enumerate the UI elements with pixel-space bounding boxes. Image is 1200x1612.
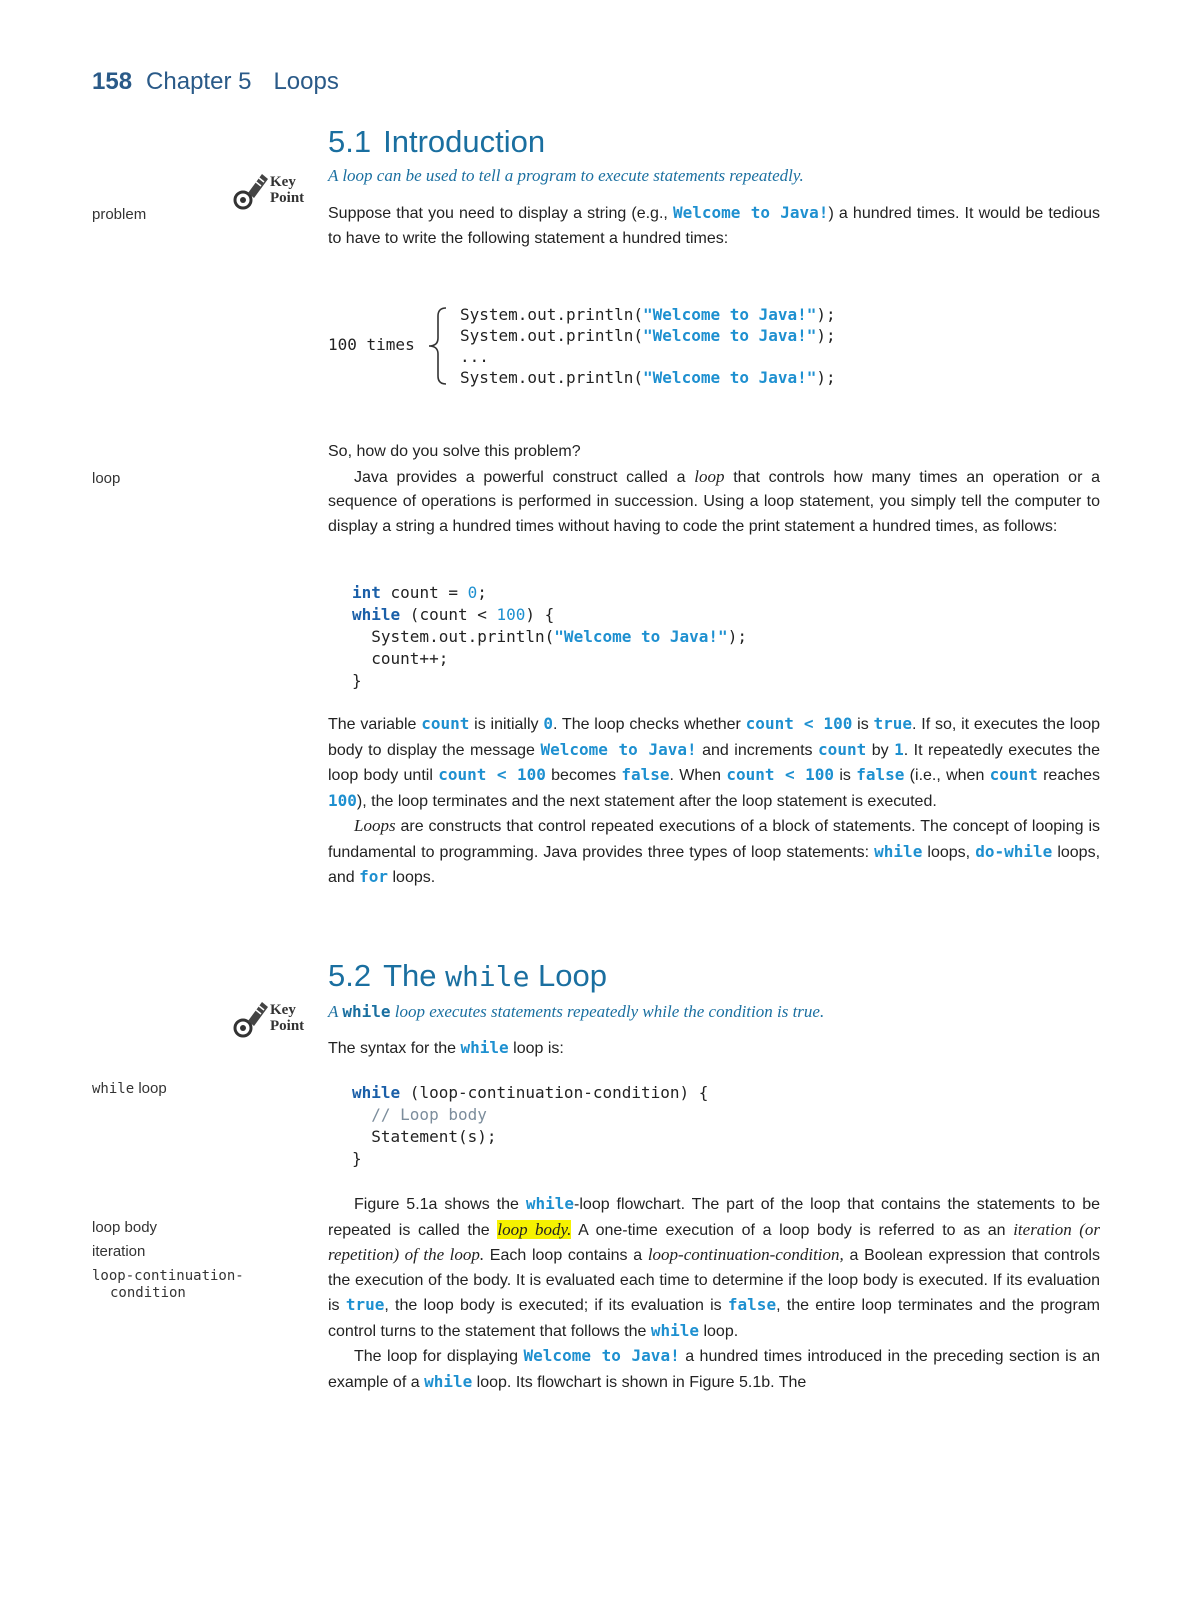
- chapter-label: Chapter 5: [146, 68, 252, 95]
- running-header: [92, 68, 339, 96]
- margin-note-loop: loop: [92, 470, 121, 487]
- times-label: 100 times: [328, 335, 415, 354]
- flowchart-paragraph: Figure 5.1a shows the while-loop flowchart. The part of the loop that contains the statements to be repeated is called the loop body. A one-time execution of a loop body is referred to as an iteration (or repetition) of the loop. Each loop contains a loop-continuation-condition, a Boolean expression that controls the execution of the body. It is evaluated each time to determine if the loop body is executed. If its evaluation is true, the loop body is executed; if its evaluation is false, the entire loop terminates and the program control turns to the statement that follows the while loop. The loop for displaying Welcome to Java! a hundred times introduced in the preceding section is an example of a while loop. Its flowchart is shown in Figure 5.1b. The: [328, 1194, 1101, 1391]
- margin-note-loop-body: loop body: [92, 1219, 158, 1236]
- section-heading-5-1: 5.1 Introduction: [328, 124, 546, 159]
- margin-note-iteration: iteration: [92, 1243, 146, 1260]
- curly-brace-icon: [426, 306, 450, 386]
- key-point-icon: Key Point: [232, 996, 312, 1046]
- syntax-intro: The syntax for the while loop is:: [328, 1038, 564, 1057]
- intro-paragraph: Suppose that you need to display a string (e.g., Welcome to Java!) a hundred times. It would be tedious to have to write the following statement a hundred times:: [328, 203, 1101, 247]
- page-number: 158: [92, 68, 133, 95]
- key-point-text-while: A while loop executes statements repeatedly while the condition is true.: [328, 1002, 825, 1021]
- key-point-icon: Key Point: [232, 168, 312, 218]
- key-point-text: A loop can be used to tell a program to execute statements repeatedly.: [328, 166, 804, 185]
- margin-note-loop-continuation-condition: loop-continuation- condition: [92, 1268, 244, 1301]
- while-syntax-code: while (loop-continuation-condition) { // Loop body Statement(s); }: [352, 1083, 709, 1168]
- repeated-statements: System.out.println("Welcome to Java!"); System.out.println("Welcome to Java!"); ... System.out.println("Welcome to Java!");: [460, 305, 836, 387]
- margin-note-while-loop: while loop: [92, 1080, 167, 1097]
- section-heading-5-2: 5.2 The while Loop: [328, 958, 608, 993]
- variable-count-paragraph: The variable count is initially 0. The loop checks whether count < 100 is true. If so, it executes the loop body to display the message Welcome to Java! and increments count by 1. It repeatedly executes the loop body until count < 100 becomes false. When count < 100 is false (i.e., when count reaches 100), the loop terminates and the next statement after the loop statement is executed. Loops are constructs that control repeated executions of a block of statements. The concept of looping is fundamental to programming. Java provides three types of loop statements: while loops, do-while loops, and for loops.: [328, 714, 1101, 886]
- java-loop-paragraph: So, how do you solve this problem? Java provides a powerful construct called a loop that controls how many times an operation or a sequence of operations is performed in succession. Using a loop statement, you simply tell the computer to display a string a hundred times without having to code the print statement a hundred times, as follows:: [328, 443, 1101, 535]
- chapter-title: Loops: [273, 68, 339, 95]
- margin-note-problem: problem: [92, 206, 147, 223]
- count-loop-code: int count = 0; while (count < 100) { System.out.println("Welcome to Java!"); count++; }: [352, 583, 747, 690]
